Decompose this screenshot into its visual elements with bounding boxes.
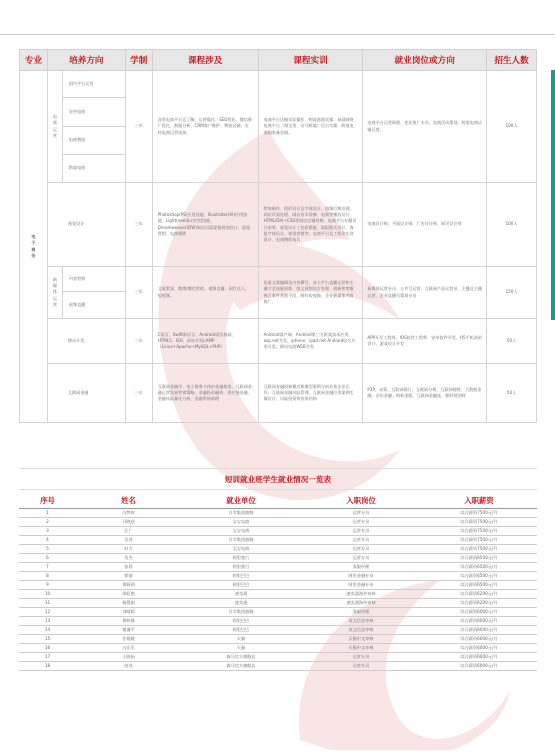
row-salary: 综合薪资6500元/月 bbox=[421, 562, 537, 571]
row-employer: 阿里巴巴 bbox=[181, 625, 301, 634]
jobs-cell: 新媒体运营专员、公共号运营、互联网产品运营员、主播及主播运营、企业直播号策划专员 bbox=[363, 267, 487, 319]
table-row bbox=[20, 319, 537, 364]
col-index: 序号 bbox=[19, 494, 76, 508]
row-index: 9 bbox=[19, 580, 76, 589]
courses-cell: 互联网金融学、电子商务今钱申金融基金、互联网金融运营发展营销策略、金融投资融资、供应链金融、金融风险量化分析、金融系统助理 bbox=[152, 364, 258, 423]
table-row bbox=[19, 643, 537, 652]
row-position: 运营专员 bbox=[301, 544, 421, 553]
table-row bbox=[19, 562, 537, 571]
row-index: 11 bbox=[19, 598, 76, 607]
row-salary: 综合薪资6000元/月 bbox=[421, 661, 537, 670]
row-position: 英文信息审核 bbox=[301, 616, 421, 625]
row-name: 汪广 bbox=[76, 526, 181, 535]
row-salary: 综合薪资6200元/月 bbox=[421, 589, 537, 598]
row-employer: 百零集团旗舰 bbox=[181, 607, 301, 616]
courses-cell: 文案策划、微博/微信营销、视频直播、网红达人、短视频。 bbox=[152, 267, 258, 319]
row-position: 运营专员 bbox=[301, 517, 421, 526]
row-index: 15 bbox=[19, 634, 76, 643]
row-employer: 宝宝电商 bbox=[181, 544, 301, 553]
direction-cell: 互联网金融 bbox=[47, 364, 125, 423]
table-row bbox=[20, 183, 537, 267]
row-index: 12 bbox=[19, 607, 76, 616]
years-cell: 三年 bbox=[125, 71, 152, 183]
row-salary: 综合薪资6500元/月 bbox=[421, 580, 537, 589]
row-position: 运营专员 bbox=[301, 526, 421, 535]
row-index: 6 bbox=[19, 553, 76, 562]
table-row bbox=[19, 616, 537, 625]
training-cell: Android客户端、Android第三方框架技术应用、asp.net开发、iphone、ipad.net Android综合应用开发、移动电商WEB开发 bbox=[258, 319, 363, 364]
row-employer: 百零集团旗舰 bbox=[181, 535, 301, 544]
row-index: 14 bbox=[19, 625, 76, 634]
row-name: 谢谦平 bbox=[76, 625, 181, 634]
row-name: 徐倩 bbox=[76, 571, 181, 580]
program-table bbox=[19, 49, 537, 423]
table-row bbox=[19, 535, 537, 544]
row-name: 谭莉莉 bbox=[76, 580, 181, 589]
jobs-cell: P2P、众筹、互联网银行、互联网分期、互联网理财、大数据金融、京东金融、蚂蚁金服、互联网金融连、理财规划师 bbox=[363, 364, 487, 423]
row-employer: 宝宝电商 bbox=[181, 526, 301, 535]
col-name: 姓名 bbox=[76, 494, 181, 508]
right-accent-bar bbox=[551, 70, 555, 320]
jobs-cell: 电商平台运营助理、优化推广专员、电商活动策划、跨境电商店铺运营。 bbox=[363, 71, 487, 183]
row-employer: 森马官方旗舰店 bbox=[181, 661, 301, 670]
table-row bbox=[19, 625, 537, 634]
training-cell: 特效制作、图形设计及字体设计、图像后期处理、网店页面处理、网店首页装修、电商等播放设计、HTML/DIV+CSS等网店店铺装修、电商平台专题设计安装、视觉设计工色彩搭配、海报版式设计、海报字体设计、视觉营销等；电商平台及工程业实训设计、电商摄影技巧 bbox=[258, 183, 363, 267]
direction-cell: 跨境电商 bbox=[62, 155, 125, 183]
row-position: 运营专员 bbox=[301, 661, 421, 670]
employment-table-body bbox=[19, 508, 537, 670]
direction-cell: 移动开发 bbox=[47, 319, 125, 364]
row-position: 阿里金融专员 bbox=[301, 571, 421, 580]
row-position: 运营专员 bbox=[301, 535, 421, 544]
row-salary: 综合薪资6500元/月 bbox=[421, 571, 537, 580]
table-row bbox=[19, 526, 537, 535]
row-index: 2 bbox=[19, 517, 76, 526]
row-name: 肖杰 bbox=[76, 553, 181, 562]
count-cell: 100人 bbox=[487, 71, 537, 183]
row-name: 赵亮 bbox=[76, 661, 181, 670]
col-employer: 就业单位 bbox=[181, 494, 301, 508]
row-employer: 宝宝电商 bbox=[181, 517, 301, 526]
count-cell: 150人 bbox=[487, 267, 537, 319]
direction-cell: 国内平台运营 bbox=[62, 71, 125, 98]
row-salary: 综合薪资7500元/月 bbox=[421, 517, 537, 526]
jobs-cell: APP开发工程师、IOS软件工程师、安卓软件开发、H5手机网站设计、游戏设计开发 bbox=[363, 319, 487, 364]
row-position: 运营专员 bbox=[301, 508, 421, 517]
row-index: 3 bbox=[19, 526, 76, 535]
employment-table-header bbox=[19, 494, 537, 508]
col-direction: 培养方向 bbox=[47, 50, 125, 71]
row-salary: 综合薪资6000元/月 bbox=[421, 625, 537, 634]
col-jobs: 就业岗位或方向 bbox=[363, 50, 487, 71]
courses-cell: Photoshop(PS)应用技能、Illustrator(AI)应用技能、Lightroom(Lr)应用技能、Dreamweaver(DW)网店页面促销规划设计、视觉营销、电商摄影 bbox=[152, 183, 258, 267]
row-salary: 综合薪资7500元/月 bbox=[421, 544, 537, 553]
row-name: 马晓欣 bbox=[76, 517, 181, 526]
row-salary: 综合薪资6000元/月 bbox=[421, 643, 537, 652]
group-ecommerce-ops: 电 商 运 营 bbox=[47, 71, 62, 183]
row-index: 17 bbox=[19, 652, 76, 661]
col-enrollment: 招生人数 bbox=[487, 50, 537, 71]
row-salary: 综合薪资6500元/月 bbox=[421, 553, 537, 562]
row-employer: 速卖通 bbox=[181, 589, 301, 598]
row-name: 张莉 bbox=[76, 562, 181, 571]
table-row bbox=[20, 267, 537, 292]
years-cell: 三年 bbox=[125, 319, 152, 364]
table-row bbox=[19, 553, 537, 562]
row-position: 天猫中文审核 bbox=[301, 643, 421, 652]
table-row bbox=[19, 598, 537, 607]
direction-cell: 农村电商 bbox=[62, 98, 125, 127]
top-divider bbox=[0, 34, 555, 35]
row-salary: 综合薪资7500元/月 bbox=[421, 526, 537, 535]
col-salary: 入职薪资 bbox=[421, 494, 537, 508]
row-employer: 森马官方旗舰店 bbox=[181, 652, 301, 661]
count-cell: 50人 bbox=[487, 364, 537, 423]
row-position: 天猫中文审核 bbox=[301, 634, 421, 643]
row-index: 8 bbox=[19, 571, 76, 580]
row-index: 1 bbox=[19, 508, 76, 517]
direction-cell: 视频直播 bbox=[62, 292, 125, 319]
row-employer: 速卖通 bbox=[181, 598, 301, 607]
table-row bbox=[19, 607, 537, 616]
table-row bbox=[19, 517, 537, 526]
row-position: 英文信息审核 bbox=[301, 625, 421, 634]
row-name: 任媛媛 bbox=[76, 634, 181, 643]
col-major: 专业 bbox=[20, 50, 48, 71]
training-cell: 优质文案编辑及内容撰写、各大平台直播运营和主播才艺技能训练、图文视频综合处理、创新和掌握热点事件营销手段、制作短视频、企业新媒体内容推广。 bbox=[258, 267, 363, 319]
row-position: 客服经理 bbox=[301, 562, 421, 571]
direction-cell: 电商物流 bbox=[62, 127, 125, 155]
table-row bbox=[20, 364, 537, 423]
table-row bbox=[19, 544, 537, 553]
row-employer: 阿里旅行 bbox=[181, 553, 301, 562]
employment-table-title: 短训就业班学生就业情况一览表 bbox=[19, 468, 537, 490]
row-name: 王晓庙 bbox=[76, 652, 181, 661]
program-table-header bbox=[20, 50, 537, 71]
years-cell: 三年 bbox=[125, 183, 152, 267]
row-salary: 综合薪资6000元/月 bbox=[421, 607, 537, 616]
row-index: 18 bbox=[19, 661, 76, 670]
row-name: 周虹艳 bbox=[76, 589, 181, 598]
col-courses: 课程涉及 bbox=[152, 50, 258, 71]
row-salary: 综合薪资7500元/月 bbox=[421, 508, 537, 517]
training-cell: 电商平台店铺实际操作、物流基地实操、基础网络电商平台（淘宝类、京马跨境）后台实操、跨境电商国家备存储。 bbox=[258, 71, 363, 183]
table-row bbox=[19, 634, 537, 643]
row-employer: 阿里巴巴 bbox=[181, 580, 301, 589]
row-name: 冯梦婷 bbox=[76, 508, 181, 517]
direction-cell: 视觉设计 bbox=[47, 183, 125, 267]
table-row bbox=[19, 508, 537, 517]
row-index: 13 bbox=[19, 616, 76, 625]
row-name: 冯乐军 bbox=[76, 643, 181, 652]
row-index: 10 bbox=[19, 589, 76, 598]
row-name: 黄婷静 bbox=[76, 616, 181, 625]
courses-cell: C语言、Swift新语言、Android语法基础、HTML5、ISO、网站开发LAMP（Linux+Apache+MySQL+PHP） bbox=[152, 319, 258, 364]
col-training: 课程实训 bbox=[258, 50, 363, 71]
row-name: 刘晴晴 bbox=[76, 607, 181, 616]
row-index: 4 bbox=[19, 535, 76, 544]
row-salary: 综合薪资6000元/月 bbox=[421, 652, 537, 661]
table-row bbox=[19, 661, 537, 670]
row-name: 舒力 bbox=[76, 544, 181, 553]
row-position: 运营专员 bbox=[301, 553, 421, 562]
table-row bbox=[19, 652, 537, 661]
years-cell: 三年 bbox=[125, 267, 152, 319]
row-salary: 综合薪资6000元/月 bbox=[421, 634, 537, 643]
row-employer: 天猫 bbox=[181, 643, 301, 652]
jobs-cell: 电商设计师、平面设计师、广告设计师、网页设计师 bbox=[363, 183, 487, 267]
row-employer: 阿里巴巴 bbox=[181, 571, 301, 580]
training-cell: 互联网金融创新模式和典型案例分析业务企业运作、互联网金融风险管理、互联网金融应用案例实操设计、风险投资和投资结构 bbox=[258, 364, 363, 423]
employment-table bbox=[19, 494, 537, 671]
row-position: 阿里金融专员 bbox=[301, 580, 421, 589]
row-index: 7 bbox=[19, 562, 76, 571]
direction-cell: 内容营销 bbox=[62, 267, 125, 292]
row-index: 5 bbox=[19, 544, 76, 553]
count-cell: 100人 bbox=[487, 183, 537, 267]
col-years: 学制 bbox=[125, 50, 152, 71]
count-cell: 50人 bbox=[487, 319, 537, 364]
row-salary: 综合薪资6000元/月 bbox=[421, 616, 537, 625]
row-position: 速卖通海外审核 bbox=[301, 598, 421, 607]
table-row bbox=[20, 71, 537, 98]
group-newmedia-ops: 新 媒 体 运 营 bbox=[47, 267, 62, 319]
years-cell: 三年 bbox=[125, 364, 152, 423]
courses-cell: 各类电商平台运了解、运营操作、SEO优化、微信推广优化、数据分析、CRM客户维护、物流仓储、农村电商运营选择。 bbox=[152, 71, 258, 183]
row-employer: 天猫 bbox=[181, 634, 301, 643]
table-row bbox=[19, 571, 537, 580]
table-row bbox=[19, 589, 537, 598]
row-employer: 阿里巴巴 bbox=[181, 616, 301, 625]
row-name: 吴迷 bbox=[76, 535, 181, 544]
row-position: 速卖通海外审核 bbox=[301, 589, 421, 598]
row-employer: 阿里旅行 bbox=[181, 562, 301, 571]
row-name: 杨慧娟 bbox=[76, 598, 181, 607]
row-employer: 百零集团旗舰 bbox=[181, 508, 301, 517]
row-index: 16 bbox=[19, 643, 76, 652]
col-position: 入职岗位 bbox=[301, 494, 421, 508]
major-cell: 电 子 商 务 bbox=[20, 71, 48, 423]
table-row bbox=[19, 580, 537, 589]
row-salary: 综合薪资7500元/月 bbox=[421, 535, 537, 544]
row-salary: 综合薪资6200元/月 bbox=[421, 598, 537, 607]
row-position: 运营专员 bbox=[301, 652, 421, 661]
row-position: 客服经理 bbox=[301, 607, 421, 616]
